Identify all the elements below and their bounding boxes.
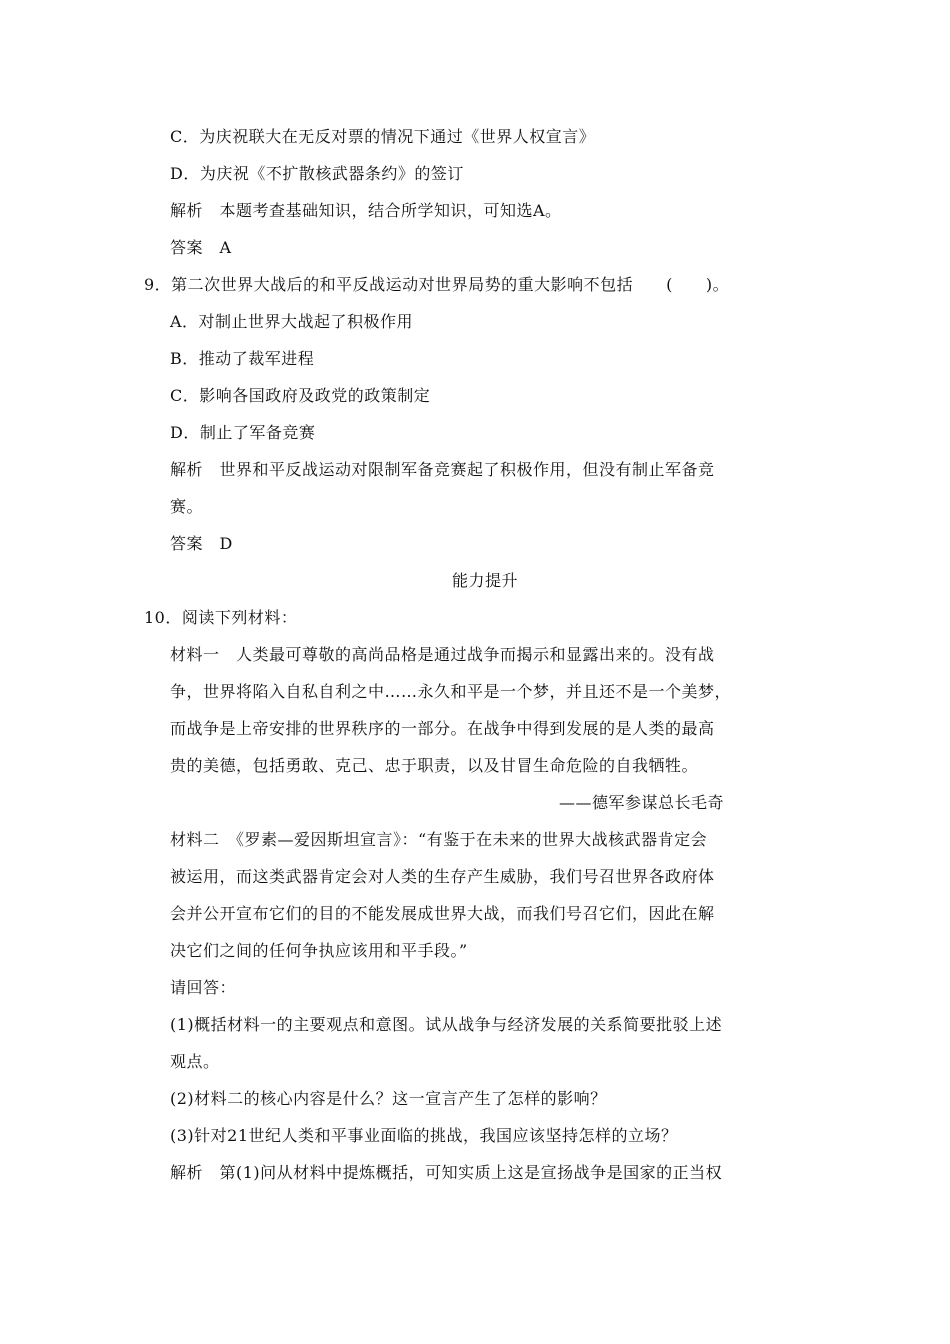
q9-option-d: D．制止了军备竞赛: [170, 423, 316, 442]
q10-sub2: (2)材料二的核心内容是什么？这一宣言产生了怎样的影响？: [170, 1089, 607, 1108]
q10-material1-line: 而战争是上帝安排的世界秩序的一部分。在战争中得到发展的是人类的最高: [170, 719, 715, 738]
q10-material2-line: 会并公开宣布它们的目的不能发展成世界大战，而我们号召它们，因此在解: [170, 904, 715, 923]
q9-stem: 9．第二次世界大战后的和平反战运动对世界局势的重大影响不包括 ( )。: [144, 275, 730, 294]
q8-option-d: D．为庆祝《不扩散核武器条约》的签订: [170, 164, 464, 183]
q9-analysis-line2: 赛。: [170, 497, 204, 516]
q10-prompt: 请回答：: [170, 978, 237, 997]
q10-material1-line: 贵的美德，包括勇敢、克己、忠于职责，以及甘冒生命危险的自我牺牲。: [170, 756, 699, 775]
q9-option-c: C．影响各国政府及政党的政策制定: [170, 386, 431, 405]
q8-analysis: 解析 本题考查基础知识，结合所学知识，可知选A。: [170, 201, 562, 220]
q9-answer: 答案 D: [170, 534, 233, 553]
q9-option-a: A．对制止世界大战起了积极作用: [170, 312, 414, 331]
q9-option-b: B．推动了裁军进程: [170, 349, 315, 368]
q10-material1-source: ——德军参谋总长毛奇: [558, 793, 724, 812]
q10-analysis-line1: 解析 第(1)问从材料中提炼概括，可知实质上这是宣扬战争是国家的正当权: [170, 1163, 723, 1182]
q8-option-c: C．为庆祝联大在无反对票的情况下通过《世界人权宣言》: [170, 127, 596, 146]
q10-sub3: (3)针对21世纪人类和平事业面临的挑战，我国应该坚持怎样的立场？: [170, 1126, 678, 1145]
q10-material1-line: 材料一 人类最可尊敬的高尚品格是通过战争而揭示和显露出来的。没有战: [170, 645, 715, 664]
q10-material2-line: 被运用，而这类武器肯定会对人类的生存产生威胁，我们号召世界各政府体: [170, 867, 715, 886]
q10-material2-line: 材料二 《罗素—爱因斯坦宣言》：“有鉴于在未来的世界大战核武器肯定会: [170, 830, 708, 849]
section-title: 能力提升: [451, 571, 518, 590]
q10-sub1-line1: (1)概括材料一的主要观点和意图。试从战争与经济发展的关系简要批驳上述: [170, 1015, 723, 1034]
q9-analysis-line1: 解析 世界和平反战运动对限制军备竞赛起了积极作用，但没有制止军备竞: [170, 460, 715, 479]
q10-stem: 10．阅读下列材料：: [144, 608, 298, 627]
q8-answer: 答案 A: [170, 238, 232, 257]
q10-sub1-line2: 观点。: [170, 1052, 220, 1071]
q10-material1-line: 争，世界将陷入自私自利之中……永久和平是一个梦，并且还不是一个美梦，: [170, 682, 732, 701]
q10-material2-line: 决它们之间的任何争执应该用和平手段。”: [170, 941, 468, 960]
